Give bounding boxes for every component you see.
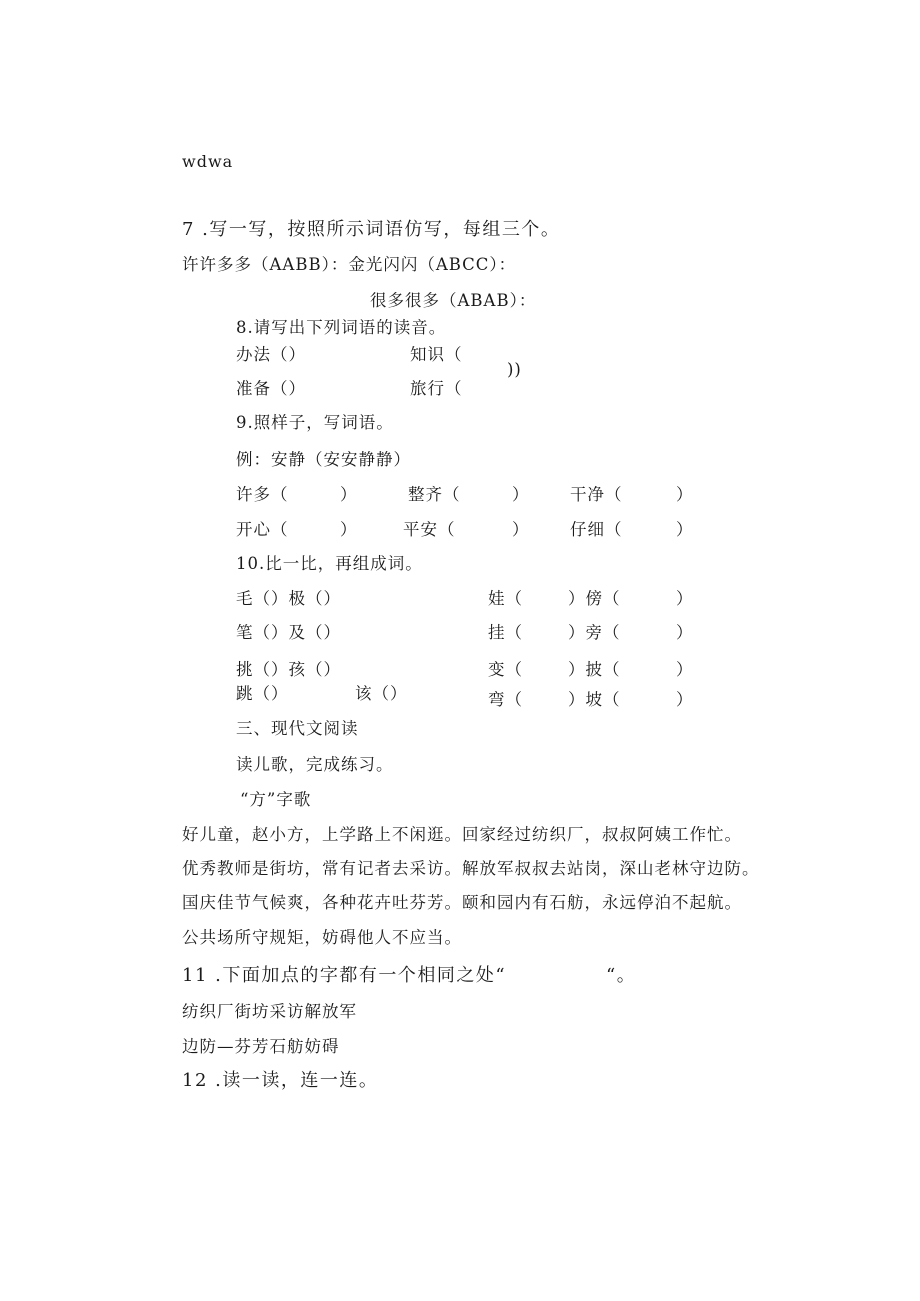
q10-r4-b: ）坡（ — [568, 690, 621, 709]
q10-r3-a: 变（ — [488, 660, 523, 679]
poem-line-2: 优秀教师是街坊，常有记者去采访。解放军叔叔去站岗，深山老林守边防。 — [182, 859, 760, 878]
q9-r1-c-close: ） — [676, 485, 694, 504]
q8-close-brackets: )) — [507, 360, 522, 379]
q9-r1-a-open: 许多（ — [236, 485, 289, 504]
q9-r1-b-open: 整齐（ — [408, 485, 461, 504]
q9-r2-b-close: ） — [512, 520, 530, 539]
q9-r1-a-close: ） — [340, 485, 358, 504]
section3-title: 三、现代文阅读 — [236, 719, 359, 738]
q11-line-1: 纺织厂街坊采访解放军 — [182, 1002, 357, 1021]
q8-title: 8.请写出下列词语的读音。 — [236, 318, 447, 337]
header-mark: wdwa — [182, 152, 234, 171]
q10-r3-b: ）披（ — [568, 660, 621, 679]
q8-word-3: 准备（） — [236, 379, 306, 398]
q12-title: 12 .读一读，连一连。 — [182, 1070, 379, 1091]
q10-r2-b: ）旁（ — [568, 623, 621, 642]
q7-title: 7 .写一写，按照所示词语仿写，每组三个。 — [182, 219, 561, 240]
q10-r1-c: ） — [676, 589, 694, 608]
q10-r2-c: ） — [676, 623, 694, 642]
q9-r2-c-close: ） — [676, 520, 694, 539]
q10-r1-a: 娃（ — [488, 589, 523, 608]
poem-line-1: 好儿童，赵小方，上学路上不闲逛。回家经过纺织厂，叔叔阿姨工作忙。 — [182, 825, 742, 844]
q9-r2-c-open: 仔细（ — [570, 520, 623, 539]
q10-r3-c: ） — [676, 660, 694, 679]
q8-word-2: 知识（ — [410, 345, 463, 364]
q10-left-2: 笔（）及（） — [236, 623, 341, 642]
q10-left-4a: 跳（） — [236, 684, 289, 703]
q8-word-1: 办法（） — [236, 345, 306, 364]
q11-line-2: 边防—芬芳石舫妨碍 — [182, 1037, 340, 1056]
q7-line2: 很多很多（ABAB）： — [370, 291, 537, 310]
q10-title: 10.比一比，再组成词。 — [236, 554, 423, 573]
q10-r4-a: 弯（ — [488, 690, 523, 709]
q10-r4-c: ） — [676, 690, 694, 709]
q10-left-3: 挑（）孩（） — [236, 660, 341, 679]
q9-r2-a-close: ） — [340, 520, 358, 539]
q9-r1-c-open: 干净（ — [570, 485, 623, 504]
q9-r2-b-open: 平安（ — [403, 520, 456, 539]
q9-title: 9.照样子，写词语。 — [236, 413, 394, 432]
poem-line-4: 公共场所守规矩，妨碍他人不应当。 — [182, 928, 462, 947]
q11-title: 11 .下面加点的字都有一个相同之处“ — [182, 965, 507, 986]
q9-r2-a-open: 开心（ — [236, 520, 289, 539]
poem-line-3: 国庆佳节气候爽，各种花卉吐芬芳。颐和园内有石舫，永远停泊不起航。 — [182, 893, 742, 912]
section3-intro: 读儿歌，完成练习。 — [236, 755, 394, 774]
q10-left-4b: 该（） — [355, 684, 408, 703]
q9-r1-b-close: ） — [512, 485, 530, 504]
q10-r1-b: ）傍（ — [568, 589, 621, 608]
q9-example: 例：安静（安安静静） — [236, 450, 411, 469]
q7-line1: 许许多多（AABB）：金光闪闪（ABCC）： — [182, 255, 517, 274]
q8-word-4: 旅行（ — [410, 379, 463, 398]
q10-r2-a: 挂（ — [488, 623, 523, 642]
poem-title: “方”字歌 — [240, 790, 312, 809]
q11-title-end: “。 — [606, 965, 637, 986]
q10-left-1: 毛（）极（） — [236, 589, 341, 608]
